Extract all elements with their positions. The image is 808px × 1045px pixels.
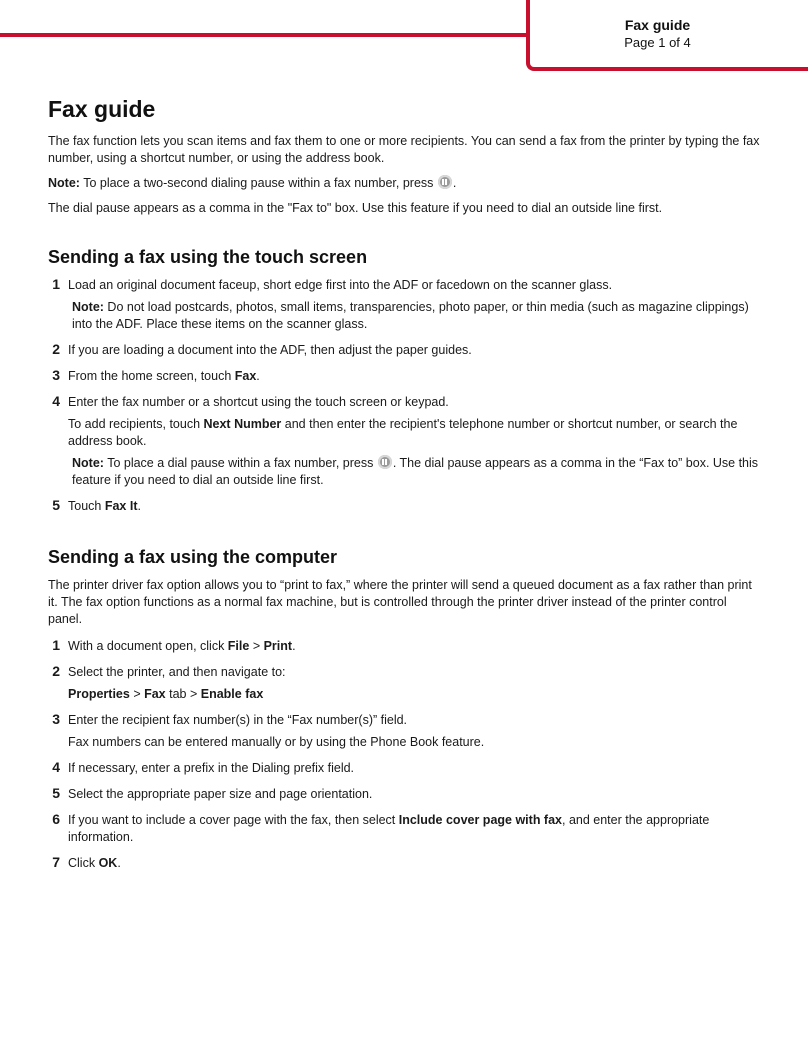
list-item xyxy=(48,812,764,846)
step-separator: > xyxy=(249,639,264,653)
step-text xyxy=(68,368,764,385)
step-path xyxy=(68,686,764,703)
step-number: 7 xyxy=(52,854,60,870)
list-item xyxy=(48,498,764,515)
step-text: If you are loading a document into the ADF, then adjust the paper guides. xyxy=(68,343,472,357)
step-number: 4 xyxy=(52,393,60,409)
step-text: Select the appropriate paper size and page orientation. xyxy=(68,787,373,801)
touch-steps xyxy=(48,277,764,515)
ui-term: Enable fax xyxy=(200,687,264,701)
list-item xyxy=(48,368,764,385)
step-text-pre: If you want to include a cover page with the fax, then select xyxy=(68,813,399,827)
step-separator: tab > xyxy=(165,687,201,701)
note-label: Note: xyxy=(48,176,80,190)
step-text-post: . xyxy=(256,369,260,383)
note-text: To place a two-second dialing pause within a fax number, press xyxy=(79,176,437,190)
header-rule xyxy=(0,33,530,37)
list-item xyxy=(48,277,764,333)
ui-term: Properties xyxy=(68,687,130,701)
step-number: 3 xyxy=(52,367,60,383)
header-title: Fax guide xyxy=(624,17,691,33)
step-text xyxy=(68,638,764,655)
step-text: Enter the fax number or a shortcut using the touch screen or keypad. xyxy=(68,395,449,409)
step-number: 4 xyxy=(52,759,60,775)
note-end: . xyxy=(452,176,457,190)
list-item xyxy=(48,760,764,777)
list-item xyxy=(48,394,764,489)
step-text: Select the printer, and then navigate to: xyxy=(68,665,286,679)
ui-term: Fax It xyxy=(104,499,138,513)
list-item xyxy=(48,855,764,872)
step-text: Load an original document faceup, short edge first into the ADF or facedown on the scanner glass. xyxy=(68,278,613,292)
step-number: 2 xyxy=(52,663,60,679)
step-number: 5 xyxy=(52,497,60,513)
note-text: Do not load postcards, photos, small items, transparencies, photo paper, or thin media (such as magazine clippings) into the ADF. Place these items on the scanner glass. xyxy=(72,300,749,331)
step-number: 5 xyxy=(52,785,60,801)
computer-paragraph: The printer driver fax option allows you to “print to fax,” where the printer will send a queued document as a fax rather than print it. The fax option functions as a normal fax machine, but is controlled through the printer driver instead of the printer control panel. xyxy=(48,578,752,626)
step-text-post: , and enter the appropriate information. xyxy=(68,813,710,844)
step-separator: > xyxy=(129,687,145,701)
page-title: Fax guide xyxy=(48,96,156,122)
step-text-pre: Touch xyxy=(68,499,105,513)
ui-term: Fax xyxy=(144,687,166,701)
step-text: Enter the recipient fax number(s) in the “Fax number(s)” field. xyxy=(68,713,408,727)
step-text-post: and then enter the recipient's telephone number or shortcut number, or search the address book. xyxy=(68,417,738,448)
computer-steps xyxy=(48,638,764,872)
ui-term: File xyxy=(227,639,250,653)
section-heading-computer: Sending a fax using the computer xyxy=(48,547,338,567)
ui-term: Fax xyxy=(234,369,257,383)
list-item xyxy=(48,712,764,751)
step-note xyxy=(72,299,764,333)
step-subtext xyxy=(68,416,764,450)
note-label: Note: xyxy=(72,300,104,314)
step-text-pre: To add recipients, touch xyxy=(68,417,204,431)
pause-paragraph: The dial pause appears as a comma in the "Fax to" box. Use this feature if you need to dial an outside line first. xyxy=(48,201,663,215)
step-text-post: . xyxy=(137,499,141,513)
pause-icon xyxy=(438,175,452,189)
step-text-pre: Click xyxy=(68,856,99,870)
step-text-post: . xyxy=(117,856,121,870)
intro-note xyxy=(48,175,764,192)
intro-paragraph: The fax function lets you scan items and fax them to one or more recipients. You can send a fax from the printer by typing the fax number, using a shortcut number, or using the address book. xyxy=(48,134,760,165)
ui-term: Next Number xyxy=(203,417,282,431)
note-label: Note: xyxy=(72,456,104,470)
step-text xyxy=(68,855,764,872)
step-number: 1 xyxy=(52,276,60,292)
step-number: 6 xyxy=(52,811,60,827)
note-text: To place a dial pause within a fax number, press xyxy=(103,456,377,470)
step-text xyxy=(68,812,764,846)
list-item xyxy=(48,638,764,655)
list-item xyxy=(48,664,764,703)
ui-term: Include cover page with fax xyxy=(398,813,562,827)
step-number: 3 xyxy=(52,711,60,727)
ui-term: Print xyxy=(263,639,293,653)
step-number: 2 xyxy=(52,341,60,357)
step-text xyxy=(68,498,764,515)
step-text-post: . xyxy=(292,639,296,653)
note-text-post: . The dial pause appears as a comma in the “Fax to” box. Use this feature if you need to dial an outside line first. xyxy=(72,456,759,487)
list-item xyxy=(48,786,764,803)
document-body xyxy=(48,94,764,872)
list-item xyxy=(48,342,764,359)
step-note xyxy=(72,455,764,489)
step-number: 1 xyxy=(52,637,60,653)
header-page-number: Page 1 of 4 xyxy=(624,35,691,50)
step-text-pre: With a document open, click xyxy=(68,639,228,653)
step-subtext: Fax numbers can be entered manually or by using the Phone Book feature. xyxy=(68,735,485,749)
step-text: If necessary, enter a prefix in the Dialing prefix field. xyxy=(68,761,355,775)
ui-term: OK xyxy=(98,856,118,870)
pause-icon xyxy=(378,455,392,469)
step-text-pre: From the home screen, touch xyxy=(68,369,235,383)
section-heading-touch-screen: Sending a fax using the touch screen xyxy=(48,247,368,267)
